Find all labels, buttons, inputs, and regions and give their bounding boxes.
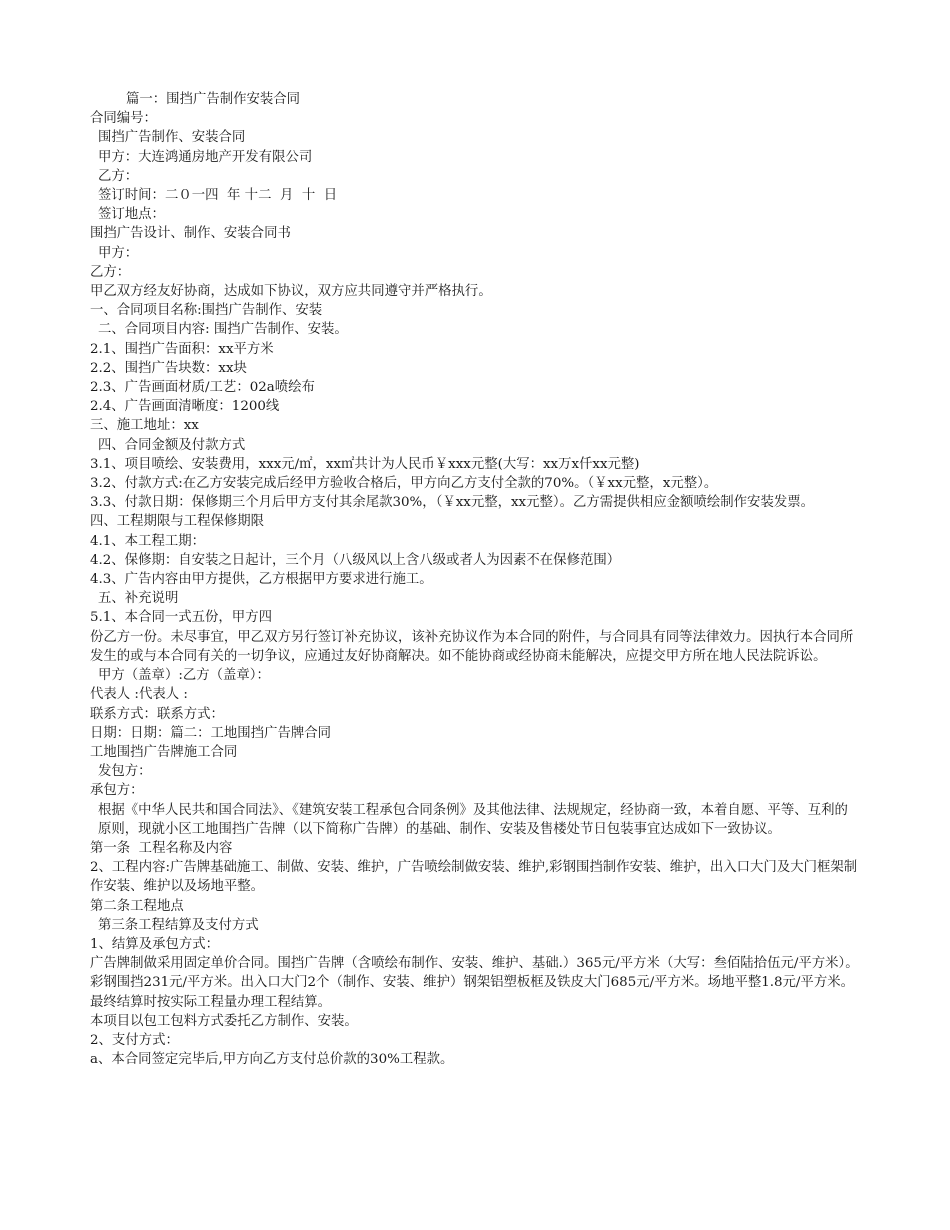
- text-line: 广告牌制做采用固定单价合同。围挡广告牌（含喷绘布制作、安装、维护、基础.）365元/平方米（大写：叁佰陆拾伍元/平方米）。彩钢围挡231元/平方米。出入口大门2个（制作、安装、维护）钢架铝塑板框及铁皮大门685元/平方米。场地平整1.8元/平方米。最终结算时按实际工程量办理工程结算。: [90, 956, 859, 1010]
- text-line: 四、合同金额及付款方式: [98, 437, 246, 453]
- section-title: 日期：日期：篇二：工地围挡广告牌合同: [90, 725, 332, 741]
- text-line: 代表人 :代表人 :: [90, 687, 188, 703]
- text-line: 2、工程内容:广告牌基础施工、制做、安装、维护，广告喷绘制做安装、维护,彩钢围挡制作安装、维护，出入口大门及大门框架制作安装、维护以及场地平整。: [90, 860, 858, 895]
- text-line: 3.3、付款日期：保修期三个月后甲方支付其余尾款30%，（￥xx元整，xx元整）。乙方需提供相应金额喷绘制作安装发票。: [90, 495, 815, 511]
- text-line: 五、补充说明: [98, 591, 179, 607]
- text-line: 工地围挡广告牌施工合同: [90, 744, 238, 760]
- text-line: 签订时间：二０一四 年 十二 月 十 日: [98, 188, 338, 204]
- text-line: 第一条 工程名称及内容: [90, 840, 233, 856]
- text-line: 合同编号：: [90, 111, 157, 127]
- text-line: 甲乙双方经友好协商，达成如下协议，双方应共同遵守并严格执行。: [90, 284, 492, 300]
- text-line: a、本合同签定完毕后,甲方向乙方支付总价款的30%工程款。: [90, 1052, 454, 1068]
- text-line: 2.4、广告画面清晰度：1200线: [90, 399, 280, 415]
- text-line: 签订地点：: [98, 207, 165, 223]
- text-line: 2.3、广告画面材质/工艺：02a喷绘布: [90, 380, 315, 396]
- text-line: 4.2、保修期：自安装之日起计，三个月（八级风以上含八级或者人为因素不在保修范围）: [90, 552, 621, 568]
- text-line: 一、合同项目名称:围挡广告制作、安装: [90, 303, 323, 319]
- text-line: 四、工程期限与工程保修期限: [90, 514, 265, 530]
- text-line: 份乙方一份。未尽事宜，甲乙双方另行签订补充协议，该补充协议作为本合同的附件，与合同具有同等法律效力。因执行本合同所发生的或与本合同有关的一切争议，应通过友好协商解决。如不能协商或经协商未能解决，应提交甲方所在地人民法院诉讼。: [90, 629, 854, 664]
- text-line: 甲方：大连鸿通房地产开发有限公司: [98, 149, 313, 165]
- text-line: 3.1、项目喷绘、安装费用，xxx元/㎡，xx㎡共计为人民币￥xxx元整(大写：xx万x仟xx元整): [90, 456, 640, 472]
- text-line: 甲方：: [98, 245, 139, 261]
- text-line: 根据《中华人民共和国合同法》、《建筑安装工程承包合同条例》及其他法律、法规规定，经协商一致，本着自愿、平等、互利的原则，现就小区工地围挡广告牌（以下简称广告牌）的基础、制作、安装及售楼处节日包装事宜达成如下一致协议。: [98, 802, 848, 837]
- text-line: 围挡广告设计、制作、安装合同书: [90, 226, 291, 242]
- text-line: 5.1、本合同一式五份，甲方四: [90, 610, 272, 626]
- text-line: 2、支付方式：: [90, 1032, 179, 1048]
- text-line: 二、合同项目内容: 围挡广告制作、安装。: [98, 322, 348, 338]
- text-line: 4.3、广告内容由甲方提供，乙方根据甲方要求进行施工。: [90, 572, 433, 588]
- text-line: 第三条工程结算及支付方式: [98, 917, 259, 933]
- document-body: [90, 90, 860, 1069]
- text-line: 第二条工程地点: [90, 898, 184, 914]
- text-line: 1、结算及承包方式：: [90, 936, 220, 952]
- text-line: 承包方：: [90, 783, 144, 799]
- text-line: 乙方：: [90, 264, 131, 280]
- text-line: 联系方式：联系方式：: [90, 706, 224, 722]
- text-line: 三、施工地址：xx: [90, 418, 199, 434]
- text-line: 3.2、付款方式:在乙方安装完成后经甲方验收合格后，甲方向乙方支付全款的70%。（￥xx元整，x元整）。: [90, 476, 718, 492]
- text-line: 4.1、本工程工期：: [90, 533, 206, 549]
- text-line: 2.1、围挡广告面积：xx平方米: [90, 341, 274, 357]
- text-line: 甲方（盖章）:乙方（盖章）：: [98, 668, 270, 684]
- text-line: 发包方：: [98, 764, 152, 780]
- text-line: 本项目以包工包料方式委托乙方制作、安装。: [90, 1013, 358, 1029]
- text-line: 乙方：: [98, 168, 139, 184]
- text-line: 围挡广告制作、安装合同: [98, 130, 246, 146]
- text-line: 2.2、围挡广告块数：xx块: [90, 360, 247, 376]
- section-title: 篇一：围挡广告制作安装合同: [126, 92, 301, 107]
